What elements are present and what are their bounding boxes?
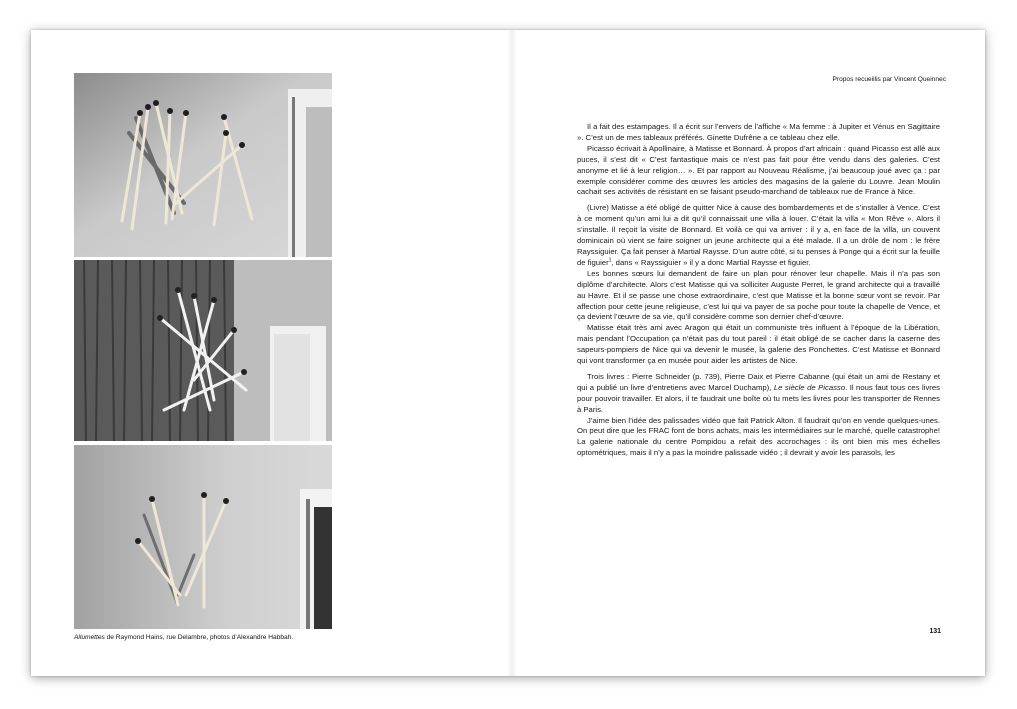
paragraph [577, 372, 940, 416]
paragraph: J’aime bien l’idée des palissades vidéo que fait Patrick Alton. Il faudrait qu’on en vende quelques-unes. On peut dire que les FRAC font de bons achats, mais les intermédiaires sur le marché, quelle catastrophe! La galerie nationale du centre Pompidou a refait des accrochages : ils ont bien mis mes échelles optométriques, mais il n’y a pas la moindre palissade vidéo ; il devrait y avoir les parasols, les [577, 415, 940, 458]
paragraph-text: . Il nous faut tous ces livres pour pouvoir travailler. Et alors, il te faudrait une boîte où tu mets les livres pour les transporter de Rennes à Paris. [577, 382, 940, 414]
paragraph: Les bonnes sœurs lui demandent de faire un plan pour rénover leur chapelle. Mais il n’a pas son diplôme d’architecte. Alors c’est Matisse qui va solliciter Auguste Perret, le grand architecte qui a travaillé au Havre. Et il se passe une chose extraordinaire, c’est que Matisse et la bonne sœur vont se revoir. Par affection pour cette jeune religieuse, c’est lui qui va payer de sa poche pour toute la chapelle de Vence, et ça devient l’œuvre de sa vie, qu’il considère comme son dernier chef-d’œuvre. [577, 268, 940, 322]
paragraph-text: , dans « Rayssiguier » il y a donc Martial Raysse et figuier. [611, 257, 811, 267]
paragraph-text: (Livre) Matisse a été obligé de quitter Nice à cause des bombardements et de s’installer à Vence. C’est à ce moment qu’un ami lui a dit qu’il connaissait une villa à louer. C’était la villa « Mon Rêve ». Alors il s’installe. Il reçoit la visite de Bonnard. Et voilà ce qui va arriver : il y a, en face de la villa, un couvent dominicain où vient se faire soigner un jeune architecte qui a été malade. Il a un drôle de nom : le frère Rayssiguier. Ça fait penser à Martial Raysse. D’un autre côté, si tu penses à Ponge qui a écrit sur la feuille de figuier [577, 203, 940, 267]
paragraph: Il a fait des estampages. Il a écrit sur l’envers de l’affiche « Ma femme : à Jupiter et Vénus en Sagittaire ». C’est un de mes tableaux préférés. Ginette Dufrêne a ce tableau chez elle. [577, 122, 940, 142]
photo-caption [74, 634, 394, 642]
caption-text: de Raymond Hains, rue Delambre, photos d’Alexandre Habbah. [104, 634, 294, 641]
photo-matches-2-image [74, 260, 332, 441]
gutter-shadow [507, 30, 517, 676]
photo-matches-3 [74, 445, 332, 629]
paragraph-text: Trois livres : Pierre Schneider (p. 739), Pierre Daix et Pierre Cabanne (qui était un ami de Restany et qui a publié un livre d’entretiens avec Marcel Duchamp), [577, 371, 940, 392]
caption-title: Allumettes [74, 634, 105, 641]
body-text [577, 122, 940, 459]
photo-matches-1 [74, 73, 332, 257]
paragraph: Picasso écrivait à Apollinaire, à Matisse et Bonnard. À propos d’art africain : quand Picasso est allé aux puces, il s’est dit « C’est fantastique mais ce n’est pas fait pour être vendu dans des galeries. C’est anonyme et lié à leur religion… ». Et par rapport au Nouveau Réalisme, j’ai beaucoup joué avec ça : par exemple considérer comme des œuvres les articles des magasins de la galerie du Louvre. Jean Moulin cachait ses activités de résistant en se faisant pseudo-marchand de tableaux rue de France à Nice. [577, 143, 940, 197]
book-title: Le siècle de Picasso [773, 382, 846, 392]
page-number: 131 [929, 628, 941, 635]
paragraph [577, 203, 940, 268]
photo-matches-1-image [74, 73, 332, 257]
paragraph: Matisse était très ami avec Aragon qui était un communiste très influent à l’époque de la Libération, mais pendant l’Occupation ça n’était pas du tout pareil : il était obligé de se cacher dans la caserne des sapeurs-pompiers de Nice qui va devenir le musée, la galerie des Ponchettes. C’est Matisse et Bonnard qui vont transformer ça en musée pour aider les artistes de Nice. [577, 323, 940, 366]
footnote-mark: 1 [608, 257, 612, 264]
book-spread [31, 30, 985, 676]
photo-matches-3-image [74, 445, 332, 629]
photo-matches-2 [74, 260, 332, 441]
running-head: Propos recueillis par Vincent Queinnec [832, 76, 946, 83]
